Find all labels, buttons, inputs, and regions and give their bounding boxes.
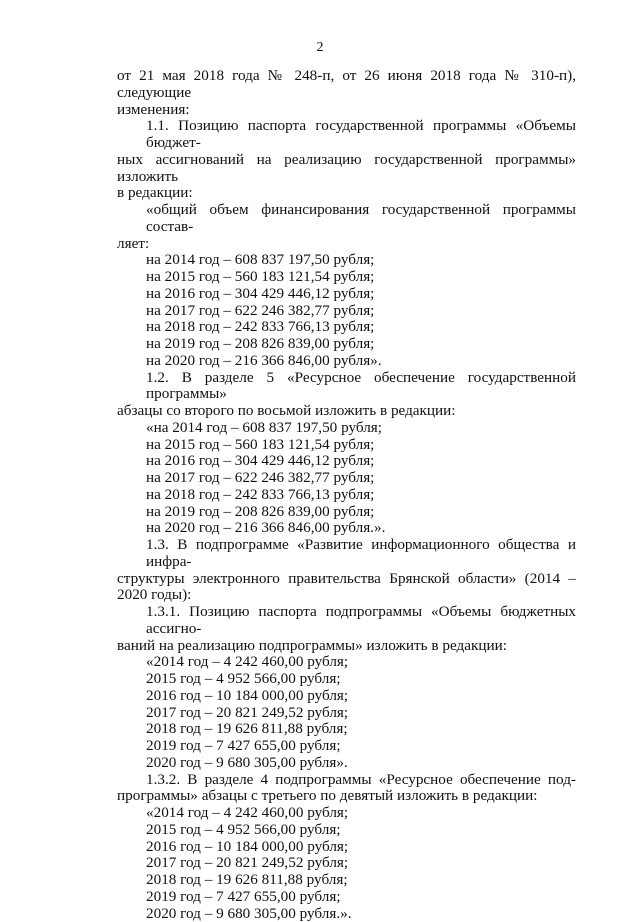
intro-line: от 21 мая 2018 года № 248-п, от 26 июня 2018 года № 310-п), следующие bbox=[117, 68, 576, 102]
quote-line: «общий объем финансирования государственной программы состав- bbox=[117, 202, 576, 236]
item-1-1-line: в редакции: bbox=[117, 185, 576, 202]
amount-line: 2019 год – 7 427 655,00 рубля; bbox=[117, 738, 576, 755]
amount-line: 2017 год – 20 821 249,52 рубля; bbox=[117, 855, 576, 872]
amount-line: на 2016 год – 304 429 446,12 рубля; bbox=[117, 286, 576, 303]
amount-line: на 2015 год – 560 183 121,54 рубля; bbox=[117, 437, 576, 454]
page-number: 2 bbox=[0, 40, 640, 57]
item-1-1-line: ных ассигнований на реализацию государственной программы» изложить bbox=[117, 152, 576, 186]
item-1-3-1-line: ваний на реализацию подпрограммы» изложить в редакции: bbox=[117, 638, 576, 655]
amount-line: на 2019 год – 208 826 839,00 рубля; bbox=[117, 336, 576, 353]
amount-line: 2015 год – 4 952 566,00 рубля; bbox=[117, 822, 576, 839]
amount-line: «2014 год – 4 242 460,00 рубля; bbox=[117, 805, 576, 822]
amount-line: 2019 год – 7 427 655,00 рубля; bbox=[117, 889, 576, 906]
amount-line: на 2018 год – 242 833 766,13 рубля; bbox=[117, 319, 576, 336]
item-1-3-heading: 1.3. В подпрограмме «Развитие информационного общества и инфра- bbox=[117, 537, 576, 571]
amount-line: 2015 год – 4 952 566,00 рубля; bbox=[117, 671, 576, 688]
document-body bbox=[117, 68, 576, 922]
item-1-3-1-heading: 1.3.1. Позицию паспорта подпрограммы «Объемы бюджетных ассигно- bbox=[117, 604, 576, 638]
quote-line: ляет: bbox=[117, 236, 576, 253]
item-1-3-2-heading: 1.3.2. В разделе 4 подпрограммы «Ресурсное обеспечение под- bbox=[117, 772, 576, 789]
amount-line: на 2015 год – 560 183 121,54 рубля; bbox=[117, 269, 576, 286]
item-1-3-2-line: программы» абзацы с третьего по девятый изложить в редакции: bbox=[117, 788, 576, 805]
amount-line: 2018 год – 19 626 811,88 рубля; bbox=[117, 721, 576, 738]
item-1-3-line: структуры электронного правительства Брянской области» (2014 – bbox=[117, 571, 576, 588]
item-1-2-line: абзацы со второго по восьмой изложить в редакции: bbox=[117, 403, 576, 420]
amount-line: 2016 год – 10 184 000,00 рубля; bbox=[117, 688, 576, 705]
amount-line: 2020 год – 9 680 305,00 рубля.». bbox=[117, 906, 576, 922]
amount-line: 2018 год – 19 626 811,88 рубля; bbox=[117, 872, 576, 889]
item-1-1-heading: 1.1. Позицию паспорта государственной программы «Объемы бюджет- bbox=[117, 118, 576, 152]
amount-line: 2016 год – 10 184 000,00 рубля; bbox=[117, 839, 576, 856]
amount-line: на 2020 год – 216 366 846,00 рубля». bbox=[117, 353, 576, 370]
amount-line: «на 2014 год – 608 837 197,50 рубля; bbox=[117, 420, 576, 437]
amount-line: на 2014 год – 608 837 197,50 рубля; bbox=[117, 252, 576, 269]
amount-line: на 2020 год – 216 366 846,00 рубля.». bbox=[117, 520, 576, 537]
item-1-3-line: 2020 годы): bbox=[117, 587, 576, 604]
amount-line: на 2019 год – 208 826 839,00 рубля; bbox=[117, 504, 576, 521]
amount-line: на 2017 год – 622 246 382,77 рубля; bbox=[117, 470, 576, 487]
amount-line: «2014 год – 4 242 460,00 рубля; bbox=[117, 654, 576, 671]
item-1-2-heading: 1.2. В разделе 5 «Ресурсное обеспечение государственной программы» bbox=[117, 370, 576, 404]
amount-line: 2020 год – 9 680 305,00 рубля». bbox=[117, 755, 576, 772]
intro-line: изменения: bbox=[117, 102, 576, 119]
amount-line: 2017 год – 20 821 249,52 рубля; bbox=[117, 705, 576, 722]
amount-line: на 2018 год – 242 833 766,13 рубля; bbox=[117, 487, 576, 504]
amount-line: на 2016 год – 304 429 446,12 рубля; bbox=[117, 453, 576, 470]
amount-line: на 2017 год – 622 246 382,77 рубля; bbox=[117, 303, 576, 320]
